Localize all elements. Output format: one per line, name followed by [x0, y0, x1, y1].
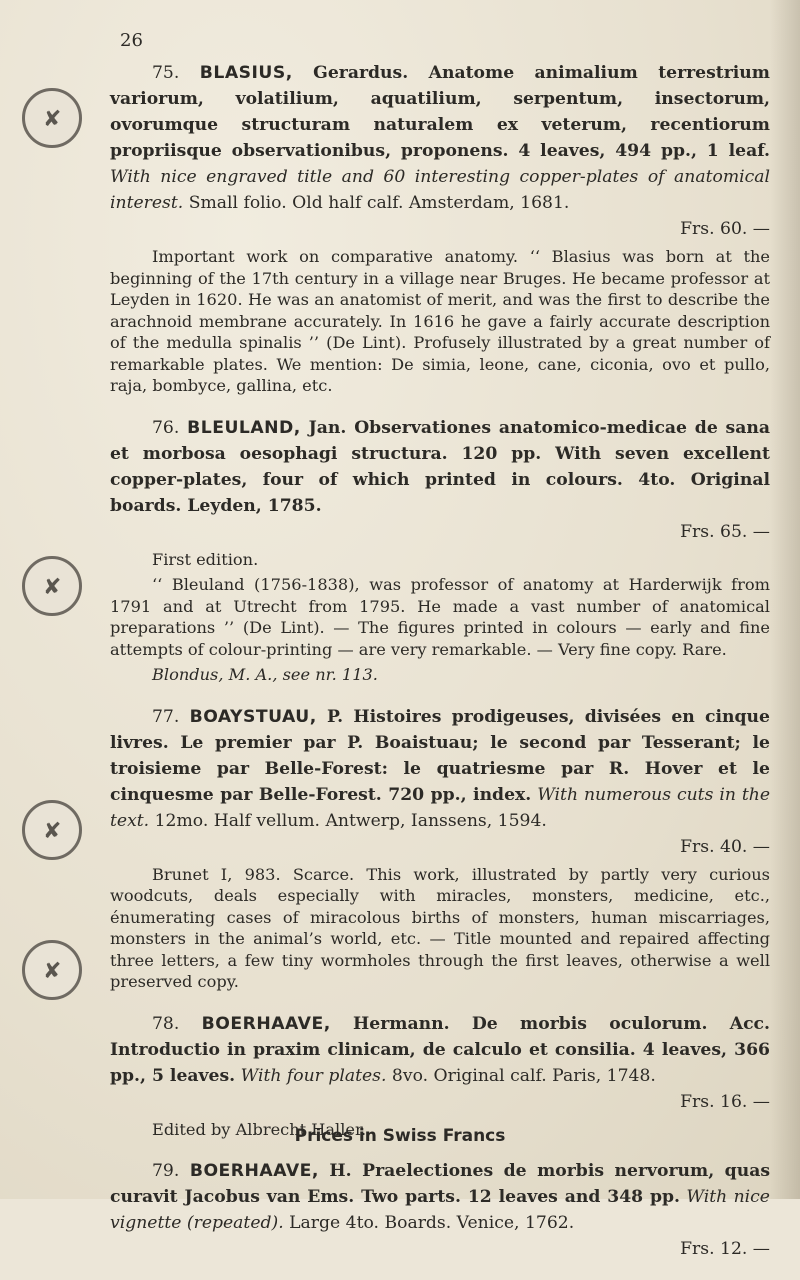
- punch-mark-icon: ✘: [43, 819, 62, 844]
- entry-number: 77.: [152, 706, 180, 727]
- entry-title: H. Praelectiones de morbis nervorum, quas curavit Jacobus van Ems. Two parts. 12 leaves and 348 pp.: [110, 1161, 771, 1207]
- entry-author: BOAYSTUAU,: [189, 706, 317, 727]
- page-number: 26: [120, 30, 143, 51]
- entry-note: ‘‘ Bleuland (1756-1838), was professor of anatomy at Harderwijk from 1791 and at Utrecht from 1795. He made a vast number of anatomical preparations ’’ (De Lint). — The figures printed in colours — early and fine attempts of colour-printing — are very remarkable. — Very fine copy. Rare.: [110, 575, 770, 659]
- entry-title: Jan. Observationes anatomico-medicae de sana et morbosa oesophagi structura. 120 pp. With seven excellent copper-plates, four of which printed in colours. 4to. Original boards. Leyden, 1785.: [110, 417, 771, 516]
- entry-illustrations: With numerous cuts in the text.: [110, 784, 770, 831]
- entry-illustrations: With nice engraved title and 60 interesting copper-plates of anatomical interest.: [110, 167, 770, 213]
- catalogue-entry: [110, 60, 770, 397]
- entry-author: BLASIUS,: [199, 63, 293, 83]
- punch-mark-icon: ✘: [43, 959, 62, 984]
- entry-format: 12mo. Half vellum. Antwerp, Ianssens, 1594.: [149, 810, 547, 831]
- entry-heading: [110, 60, 770, 242]
- entry-price: Frs. 65. —: [680, 521, 770, 542]
- entry-title: Hermann. De morbis oculorum. Acc. Introductio in praxim clinicam, de calculo et consilia. 4 leaves, 366 pp., 5 leaves.: [110, 1013, 770, 1086]
- entry-note: Edited by Albrecht Haller.: [152, 1119, 367, 1139]
- entry-price: Frs. 40. —: [680, 836, 770, 857]
- punch-mark-icon: ✘: [43, 107, 62, 132]
- entry-illustrations: With four plates.: [235, 1065, 387, 1086]
- entry-format: 8vo. Original calf. Paris, 1748.: [386, 1065, 656, 1086]
- punch-hole-mark: [22, 88, 82, 148]
- entry-number: 78.: [152, 1013, 180, 1034]
- entry-number: 75.: [152, 63, 180, 83]
- punch-hole-mark: [22, 556, 82, 616]
- entry-note: First edition.: [152, 549, 259, 569]
- entry-list: [110, 60, 770, 1280]
- entry-heading: [110, 704, 770, 860]
- entry-illustrations: With nice vignette (repeated).: [110, 1187, 770, 1233]
- entry-heading: [110, 415, 770, 545]
- entry-format: Large 4to. Boards. Venice, 1762.: [283, 1213, 575, 1233]
- entry-number: 79.: [152, 1161, 180, 1181]
- entry-number: 76.: [152, 417, 180, 438]
- punch-mark-icon: ✘: [43, 575, 62, 600]
- entry-author: BOERHAAVE,: [201, 1013, 331, 1034]
- entry-price: Frs. 60. —: [680, 219, 770, 239]
- entry-title: P. Histoires prodigeuses, divisées en cinque livres. Le premier par P. Boaistuau; le second par Tesserant; le troisieme par Belle-Forest: le quatriesme par R. Hover et le cinquesme par Belle-Forest. 720 pp., index.: [110, 706, 770, 805]
- entry-price: Frs. 16. —: [680, 1091, 770, 1112]
- entry-price: Frs. 12. —: [680, 1239, 770, 1259]
- entry-heading: [110, 1158, 770, 1262]
- entry-note: Important work on comparative anatomy. ‘‘ Blasius was born at the beginning of the 17th century in a village near Bruges. He became professor at Leyden in 1620. He was an anatomist of merit, and was the first to describe the arachnoid membrane accurately. In 1616 he gave a fairly accurate description of the medulla spinalis ’’ (De Lint). Profusely illustrated by a great number of remarkable plates. We mention: De simia, leone, cane, ciconia, ovo et pullo, raja, bombyce, gallina, etc.: [110, 247, 770, 395]
- entry-format: Small folio. Old half calf. Amsterdam, 1681.: [183, 193, 570, 213]
- catalogue-entry: [110, 704, 770, 993]
- entry-title: Gerardus. Anatome animalium terrestrium variorum, volatilium, aquatilium, serpentum, insectorum, ovorumque structuram naturalem ex veterum, recentiorum propriisque observationibus, proponens. 4 leaves, 494 pp., 1 leaf.: [110, 63, 770, 161]
- entry-crossref: Blondus, M. A., see nr. 113.: [152, 665, 378, 684]
- entry-author: BOERHAAVE,: [189, 1161, 319, 1181]
- catalogue-entry: [110, 415, 770, 686]
- entry-heading: [110, 1011, 770, 1115]
- page-edge-shadow: [770, 0, 800, 1199]
- punch-hole-mark: [22, 940, 82, 1000]
- catalogue-entry: [110, 1158, 770, 1262]
- catalogue-entry: [110, 1011, 770, 1141]
- entry-note: Brunet I, 983. Scarce. This work, illustrated by partly very curious woodcuts, deals especially with miracles, monsters, medicine, etc., énumerating cases of miracolous births of monsters, human miscarriages, monsters in the animal’s world, etc. — Title mounted and repaired affecting three letters, a few tiny wormholes through the first leaves, otherwise a well preserved copy.: [110, 864, 770, 991]
- entry-author: BLEULAND,: [187, 417, 301, 438]
- prices-footer: Prices in Swiss Francs: [294, 1126, 506, 1146]
- punch-hole-mark: [22, 800, 82, 860]
